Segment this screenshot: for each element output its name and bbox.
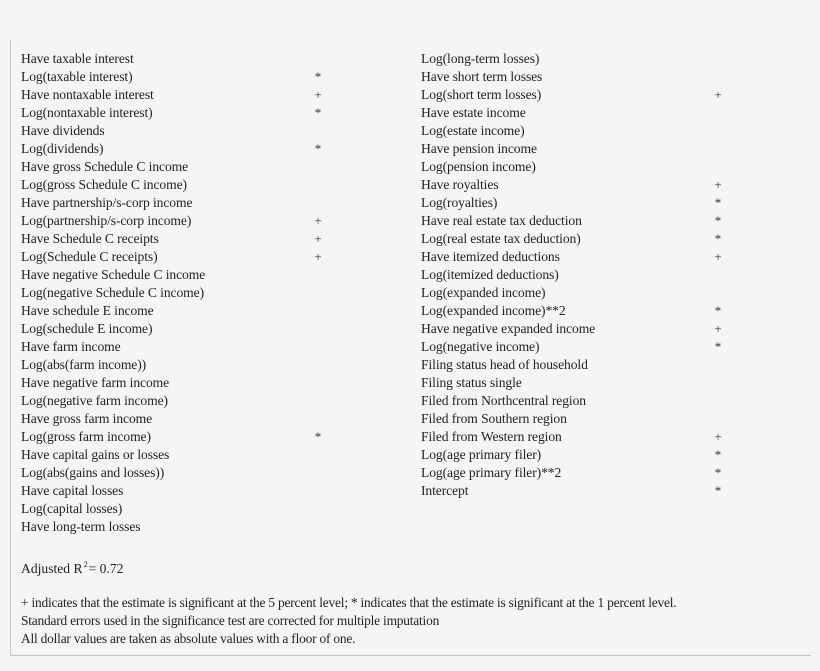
note-standard-errors: Standard errors used in the significance test are corrected for multiple imputation [21,613,440,628]
table-row [21,194,401,212]
table-row [21,446,401,464]
variable-label: Have pension income [421,141,537,156]
significance-mark: * [314,141,322,156]
table-row [21,104,401,122]
table-notes [21,594,676,648]
table-row [21,464,401,482]
table-row [21,86,401,104]
variable-label: Have Schedule C receipts [21,231,159,246]
left-column [21,50,401,536]
variable-label: Log(capital losses) [21,501,123,516]
significance-mark: * [714,447,722,462]
variable-label: Have dividends [21,123,105,138]
variable-label: Have capital gains or losses [21,447,170,462]
variable-label: Filing status head of household [421,357,588,372]
significance-mark: + [314,249,322,264]
variable-label: Log(short term losses) [421,87,542,102]
table-row [421,428,801,446]
table-row [21,302,401,320]
table-row [421,338,801,356]
table-row [421,122,801,140]
variable-label: Log(nontaxable interest) [21,105,153,120]
significance-mark: * [714,303,722,318]
significance-mark: + [714,321,722,336]
variable-label: Have gross farm income [21,411,153,426]
variable-label: Have estate income [421,105,526,120]
variable-label: Log(negative Schedule C income) [21,285,204,300]
table-row [421,68,801,86]
variable-label: Log(abs(farm income)) [21,357,147,372]
adjusted-r-squared [21,556,123,578]
variable-label: Log(long-term losses) [421,51,540,66]
significance-mark: * [314,105,322,120]
right-column [421,50,801,500]
variable-label: Have capital losses [21,483,124,498]
variable-label: Have taxable interest [21,51,134,66]
variable-label: Log(itemized deductions) [421,267,559,282]
significance-mark: * [714,213,722,228]
table-row [421,266,801,284]
table-row [421,230,801,248]
significance-mark: + [314,213,322,228]
table-row [421,374,801,392]
table-row [21,428,401,446]
table-row [421,140,801,158]
variable-label: Log(negative farm income) [21,393,168,408]
table-row [21,248,401,266]
table-row [421,158,801,176]
table-row [21,230,401,248]
significance-mark: * [314,69,322,84]
significance-mark: + [314,87,322,102]
note-dollar-values: All dollar values are taken as absolute values with a floor of one. [21,631,356,646]
significance-mark: + [314,231,322,246]
significance-mark: * [314,429,322,444]
variable-label: Have royalties [421,177,499,192]
r2-prefix: Adjusted R [21,561,83,576]
table-row [421,284,801,302]
table-row [421,248,801,266]
table-row [21,410,401,428]
variable-label: Log(royalties) [421,195,498,210]
significance-mark: * [714,339,722,354]
table-row [421,446,801,464]
significance-mark: + [714,177,722,192]
variable-label: Log(partnership/s-corp income) [21,213,192,228]
r2-superscript: 2 [83,560,88,569]
table-row [421,104,801,122]
variable-label: Log(expanded income)**2 [421,303,566,318]
table-row [21,518,401,536]
variable-label: Have negative Schedule C income [21,267,206,282]
table-row [421,302,801,320]
significance-mark: + [714,429,722,444]
table-row [21,482,401,500]
variable-label: Intercept [421,483,469,498]
variable-label: Have partnership/s-corp income [21,195,193,210]
variable-label: Filing status single [421,375,522,390]
variable-label: Have gross Schedule C income [21,159,189,174]
variable-label: Log(expanded income) [421,285,546,300]
variable-label: Log(taxable interest) [21,69,133,84]
table-row [21,374,401,392]
table-row [21,176,401,194]
variable-label: Log(abs(gains and losses)) [21,465,165,480]
table-row [21,392,401,410]
table-row [21,320,401,338]
variable-label: Filed from Northcentral region [421,393,586,408]
variable-label: Log(negative income) [421,339,540,354]
table-row [421,410,801,428]
variable-label: Log(age primary filer) [421,447,542,462]
table-row [421,482,801,500]
variable-label: Have farm income [21,339,121,354]
variable-label: Log(real estate tax deduction) [421,231,581,246]
table-row [21,140,401,158]
variable-label: Log(age primary filer)**2 [421,465,562,480]
variable-label: Have real estate tax deduction [421,213,582,228]
variable-label: Log(Schedule C receipts) [21,249,158,264]
variable-label: Have negative farm income [21,375,170,390]
table-row [21,284,401,302]
table-row [21,158,401,176]
variable-label: Have short term losses [421,69,543,84]
variable-label: Filed from Western region [421,429,562,444]
variable-label: Log(pension income) [421,159,536,174]
table-row [21,68,401,86]
significance-mark: * [714,195,722,210]
significance-mark: + [714,249,722,264]
variable-label: Have nontaxable interest [21,87,154,102]
variable-label: Log(estate income) [421,123,525,138]
variable-label: Have schedule E income [21,303,154,318]
table-row [421,464,801,482]
significance-mark: * [714,465,722,480]
note-significance: + indicates that the estimate is significant at the 5 percent level; * indicates that the estimate is significant at the 1 percent level. [21,595,677,610]
table-row [421,212,801,230]
table-row [421,320,801,338]
variable-label: Log(schedule E income) [21,321,153,336]
variable-label: Have negative expanded income [421,321,596,336]
table-row [21,50,401,68]
significance-mark: * [714,231,722,246]
table-row [421,392,801,410]
table-row [421,86,801,104]
variable-label: Have itemized deductions [421,249,560,264]
significance-mark: + [714,87,722,102]
table-row [421,194,801,212]
table-row [21,356,401,374]
table-row [21,500,401,518]
table-row [21,122,401,140]
r2-value: = 0.72 [88,561,124,576]
significance-mark: * [714,483,722,498]
variable-label: Log(gross Schedule C income) [21,177,187,192]
table-row [421,356,801,374]
variable-label: Log(gross farm income) [21,429,151,444]
table-row [21,266,401,284]
variable-label: Filed from Southern region [421,411,567,426]
table-row [21,338,401,356]
variable-label: Have long-term losses [21,519,141,534]
table-row [21,212,401,230]
variable-label: Log(dividends) [21,141,104,156]
table-row [421,176,801,194]
table-row [421,50,801,68]
